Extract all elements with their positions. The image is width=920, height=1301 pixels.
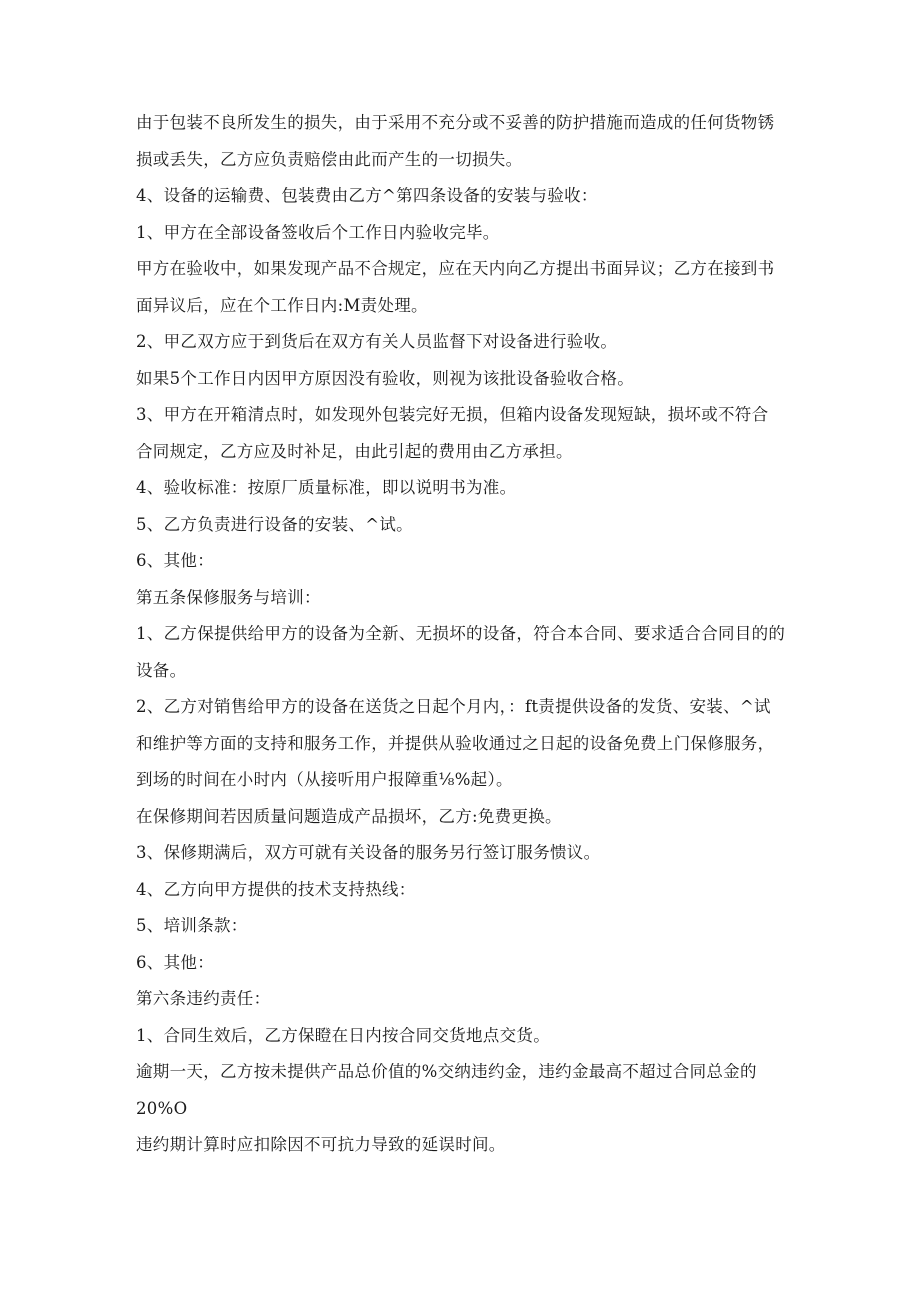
text-line: 6、其他： bbox=[136, 551, 214, 570]
text-line: 和维护等方面的支持和服务工作，并提供从验收通过之日起的设备免费上门保修服务， bbox=[136, 733, 775, 753]
text-line: 合同规定，乙方应及时补足，由此引起的费用由乙方承担。 bbox=[136, 441, 573, 461]
document-body bbox=[136, 112, 796, 1171]
text-line: 设备。 bbox=[136, 660, 187, 680]
text-line: 1、乙方保提供给甲方的设备为全新、无损坏的设备，符合本合同、要求适合合同目的的 bbox=[136, 624, 786, 643]
text-line: 5、乙方负责进行设备的安装、^试。 bbox=[136, 514, 413, 534]
text-line: 1、合同生效后，乙方保瞪在日内按合同交货地点交货。 bbox=[136, 1025, 550, 1045]
text-line: 到场的时间在小时内（从接听用户报障重⅛%起）。 bbox=[136, 770, 513, 789]
text-line: 6、其他： bbox=[136, 952, 214, 972]
text-line: 甲方在验收中，如果发现产品不合规定，应在天内向乙方提出书面异议；乙方在接到书 bbox=[136, 259, 775, 278]
text-line: 2、乙方对销售给甲方的设备在送货之日起个月内，：ft责提供设备的发货、安装、^试 bbox=[136, 697, 771, 716]
text-line: 逾期一天，乙方按未提供产品总价值的%交纳违约金，违约金最高不超过合同总金的 bbox=[136, 1062, 757, 1081]
text-line: 违约期计算时应扣除因不可抗力导致的延误时间。 bbox=[136, 1135, 506, 1154]
text-line: 4、乙方向甲方提供的技术支持热线： bbox=[136, 879, 416, 899]
text-line: 3、保修期满后，双方可就有关设备的服务另行签订服务愦议。 bbox=[136, 843, 601, 862]
text-line: 4、验收标准：按原厂质量标准，即以说明书为准。 bbox=[136, 478, 517, 497]
text-line: 如果5个工作日内因甲方原因没有验收，则视为该批设备验收合格。 bbox=[136, 368, 634, 388]
text-line: 5、培训条款： bbox=[136, 916, 248, 935]
text-line: 20%O bbox=[136, 1098, 188, 1118]
text-line: 损或丢失，乙方应负责赔偿由此而产生的一切损失。 bbox=[136, 149, 523, 169]
section-heading: 第五条保修服务与培训： bbox=[136, 587, 321, 607]
text-line: 面异议后，应在个工作日内:M责处理。 bbox=[136, 295, 428, 315]
text-line: 在保修期间若因质量问题造成产品损坏，乙方:免费更换。 bbox=[136, 806, 562, 826]
text-line: 3、甲方在开箱清点时，如发现外包装完好无损，但箱内设备发现短缺，损坏或不符合 bbox=[136, 405, 769, 424]
text-line: 1、甲方在全部设备签收后个工作日内验收完毕。 bbox=[136, 222, 500, 242]
text-line: 由于包装不良所发生的损失，由于采用不充分或不妥善的防护措施而造成的任何货物锈 bbox=[136, 113, 775, 132]
text-line: 2、甲乙双方应于到货后在双方有关人员监督下对设备进行验收。 bbox=[136, 332, 618, 351]
section-heading: 第六条违约责任： bbox=[136, 989, 271, 1008]
text-line: 4、设备的运输费、包装费由乙方^第四条设备的安装与验收： bbox=[136, 186, 598, 205]
